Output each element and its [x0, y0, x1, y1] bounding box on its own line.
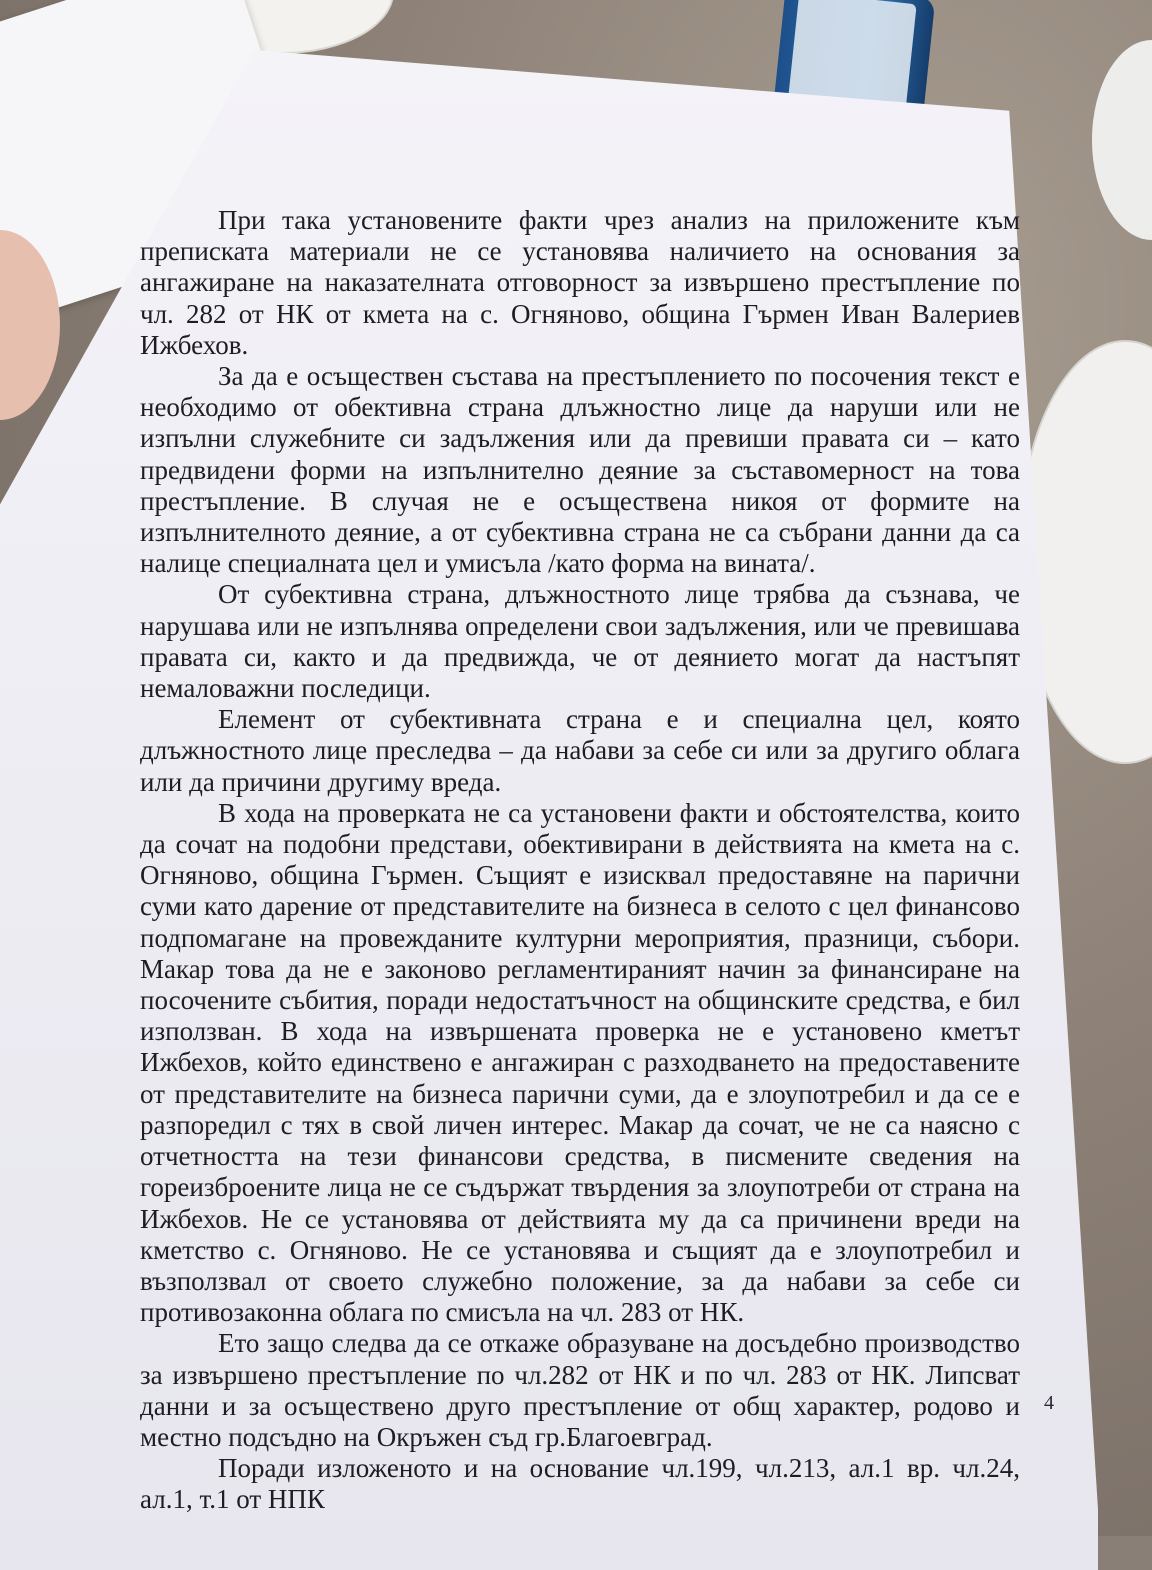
paragraph: В хода на проверката не са установени факти и обстоятелства, които да сочат на подобни представи, обективирани в действията на кмета на с. Огняново, община Гърмен. Същият е изисквал предоставяне на парични суми като дарение от представителите на бизнеса в селото с цел финансово подпомагане на провежданите културни мероприятия, празници, събори. Макар това да не е законово регламентираният начин за финансиране на посочените събития, поради недостатъчност на общинските средства, е бил използван. В хода на извършената проверка не е установено кметът Ижбехов, който единствено е ангажиран с разходването на предоставените от представителите на бизнеса парични суми, да е злоупотребил и да се е разпоредил с тях в свой личен интерес. Макар да сочат, че не са наясно с отчетността на тези финансови средства, в писмените сведения на гореизброените лица не се съдържат твърдения за злоупотреби от страна на Ижбехов. Не се установява от действията му да са причинени вреди на кметство с. Огняново. Не се установява и същият да е злоупотребил и възползвал от своето служебно положение, за да набави за себе си противозаконна облага по смисъла на чл. 283 от НК. — [140, 797, 1020, 1328]
paragraph: Поради изложеното и на основание чл.199, чл.213, ал.1 вр. чл.24, ал.1, т.1 от НПК — [140, 1453, 1020, 1515]
paragraph: За да е осъществен състава на престъплението по посочения текст е необходимо от обективна страна длъжностно лице да наруши или не изпълни служебните си задължения или да превиши правата си – като предвидени форми на изпълнително деяние за съставомерност на това престъпление. В случая не е осъществена никоя от формите на изпълнителното деяние, а от субективна страна не са събрани данни да са налице специалната цел и умисъла /като форма на вината/. — [140, 361, 1020, 579]
paragraph: Елемент от субективната страна е и специална цел, която длъжностното лице преследва – да набави за себе си или за другиго облага или да причини другиму вреда. — [140, 704, 1020, 797]
paragraph: От субективна страна, длъжностното лице трябва да съзнава, че нарушава или не изпълнява определени свои задължения, или че превишава правата си, както и да предвижда, че от деянието могат да настъпят немаловажни последици. — [140, 579, 1020, 704]
paragraph: При така установените факти чрез анализ на приложените към преписката материали не се установява наличието на основания за ангажиране на наказателната отговорност за извършено престъпление по чл. 282 от НК от кмета на с. Огняново, община Гърмен Иван Валериев Ижбехов. — [140, 205, 1020, 360]
paragraph: Ето защо следва да се откаже образуване на досъдебно производство за извършено престъпление по чл.282 от НК и по чл. 283 от НК. Липсват данни и за осъществено друго престъпление от общ характер, родово и местно подсъдно на Окръжен съд гр.Благоевград. — [140, 1328, 1020, 1452]
page-number: 4 — [1044, 1392, 1054, 1414]
document-body — [140, 205, 1020, 1516]
